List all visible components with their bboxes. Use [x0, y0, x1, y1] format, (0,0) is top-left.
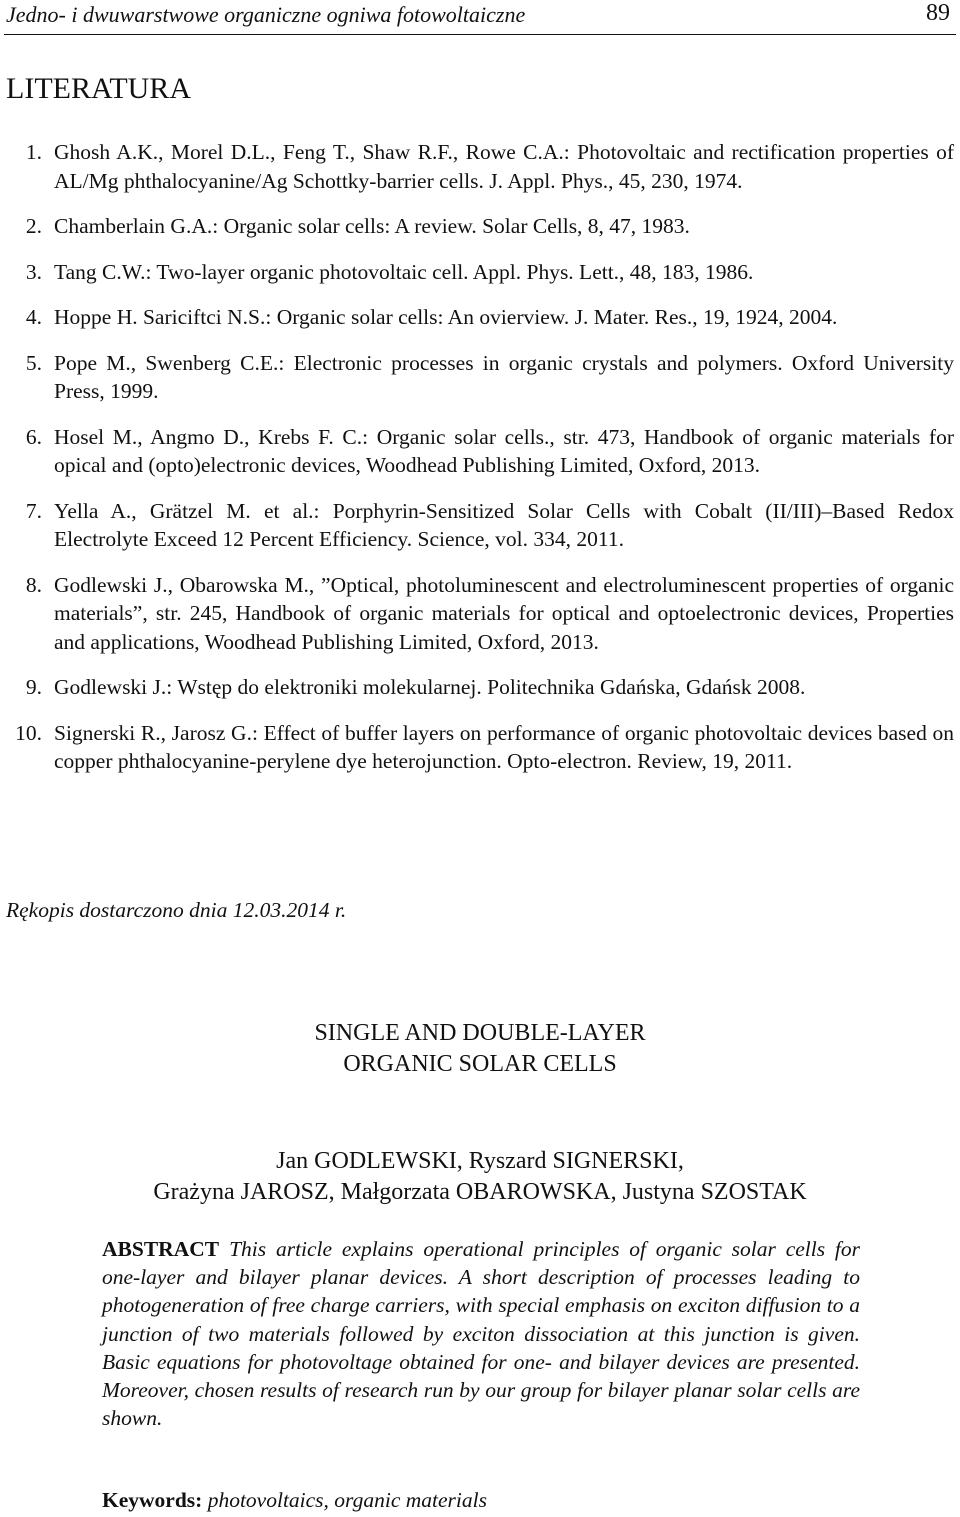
reference-list [0, 138, 960, 793]
reference-text: Godlewski J.: Wstęp do elektroniki molekularnej. Politechnika Gdańska, Gdańsk 2008. [54, 675, 806, 699]
english-title-line: SINGLE AND DOUBLE-LAYER [314, 1020, 646, 1046]
english-title [0, 1018, 960, 1080]
reference-text: Godlewski J., Obarowska M., ”Optical, photoluminescent and electroluminescent properties of organic materials”, str. 245, Handbook of organic materials for optical and optoelectronic devices, Properties and applications, Woodhead Publishing Limited, Oxford, 2013. [54, 572, 954, 654]
reference-item [0, 138, 960, 195]
reference-number: 9. [25, 675, 42, 699]
running-title: Jedno- i dwuwarstwowe organiczne ogniwa fotowoltaiczne [6, 2, 526, 27]
author-line: Jan GODLEWSKI, Ryszard SIGNERSKI, [276, 1148, 684, 1174]
author-line: Grażyna JAROSZ, Małgorzata OBAROWSKA, Justyna SZOSTAK [153, 1179, 807, 1205]
reference-number: 8. [25, 572, 42, 597]
reference-item [0, 212, 960, 241]
reference-number: 7. [25, 498, 42, 523]
reference-number: 4. [25, 305, 42, 329]
reference-item [0, 571, 960, 657]
reference-number: 10. [15, 720, 42, 745]
reference-item [0, 497, 960, 554]
page-number: 89 [926, 0, 950, 26]
abstract-text: This article explains operational principles of organic solar cells for one-layer and bilayer planar devices. A short description of processes leading to photogeneration of free charge carriers, with special emphasis on exciton diffusion to a junction of two materials followed by exciton dissociation at this junction is given. Basic equations for photovoltage obtained for one- and bilayer devices are presented. Moreover, chosen results of research run by our group for bilayer planar solar cells are shown. [102, 1237, 860, 1431]
english-title-line: ORGANIC SOLAR CELLS [343, 1051, 617, 1077]
reference-item [0, 719, 960, 776]
header-rule [4, 34, 956, 35]
page-header [0, 0, 960, 36]
reference-item [0, 673, 960, 702]
reference-text: Chamberlain G.A.: Organic solar cells: A review. Solar Cells, 8, 47, 1983. [54, 214, 690, 238]
reference-number: 1. [25, 140, 42, 164]
reference-item [0, 258, 960, 287]
reference-number: 3. [25, 259, 42, 284]
author-list [0, 1146, 960, 1208]
reference-text: Hosel M., Angmo D., Krebs F. C.: Organic solar cells., str. 473, Handbook of organic materials for opical and (opto)electronic devices, Woodhead Publishing Limited, Oxford, 2013. [54, 424, 954, 477]
abstract-label: ABSTRACT [102, 1237, 220, 1261]
reference-text: Signerski R., Jarosz G.: Effect of buffer layers on performance of organic photovoltaic devices based on copper phthalocyanine-perylene dye heterojunction. Opto-electron. Review, 19, 2011. [54, 720, 954, 773]
reference-item [0, 349, 960, 406]
reference-number: 6. [25, 424, 42, 449]
section-title: LITERATURA [6, 72, 191, 105]
reference-text: Ghosh A.K., Morel D.L., Feng T., Shaw R.F., Rowe C.A.: Photovoltaic and rectification properties of AL/Mg phthalocyanine/Ag Schottky-barrier cells. J. Appl. Phys., 45, 230, 1974. [54, 140, 954, 193]
reference-number: 2. [25, 214, 42, 238]
received-date-note: Rękopis dostarczono dnia 12.03.2014 r. [6, 898, 347, 922]
reference-item [0, 303, 960, 332]
reference-text: Pope M., Swenberg C.E.: Electronic processes in organic crystals and polymers. Oxford University Press, 1999. [54, 350, 954, 403]
reference-text: Hoppe H. Sariciftci N.S.: Organic solar cells: An ovierview. J. Mater. Res., 19, 1924, 2004. [54, 305, 838, 329]
reference-number: 5. [25, 350, 42, 375]
keywords-label: Keywords: [102, 1488, 203, 1512]
keywords [102, 1488, 487, 1513]
reference-text: Yella A., Grätzel M. et al.: Porphyrin-Sensitized Solar Cells with Cobalt (II/III)–Based Redox Electrolyte Exceed 12 Percent Efficiency. Science, vol. 334, 2011. [54, 498, 954, 551]
reference-item [0, 423, 960, 480]
keywords-text: photovoltaics, organic materials [207, 1488, 487, 1512]
reference-text: Tang C.W.: Two-layer organic photovoltaic cell. Appl. Phys. Lett., 48, 183, 1986. [54, 259, 754, 284]
abstract [102, 1235, 860, 1432]
